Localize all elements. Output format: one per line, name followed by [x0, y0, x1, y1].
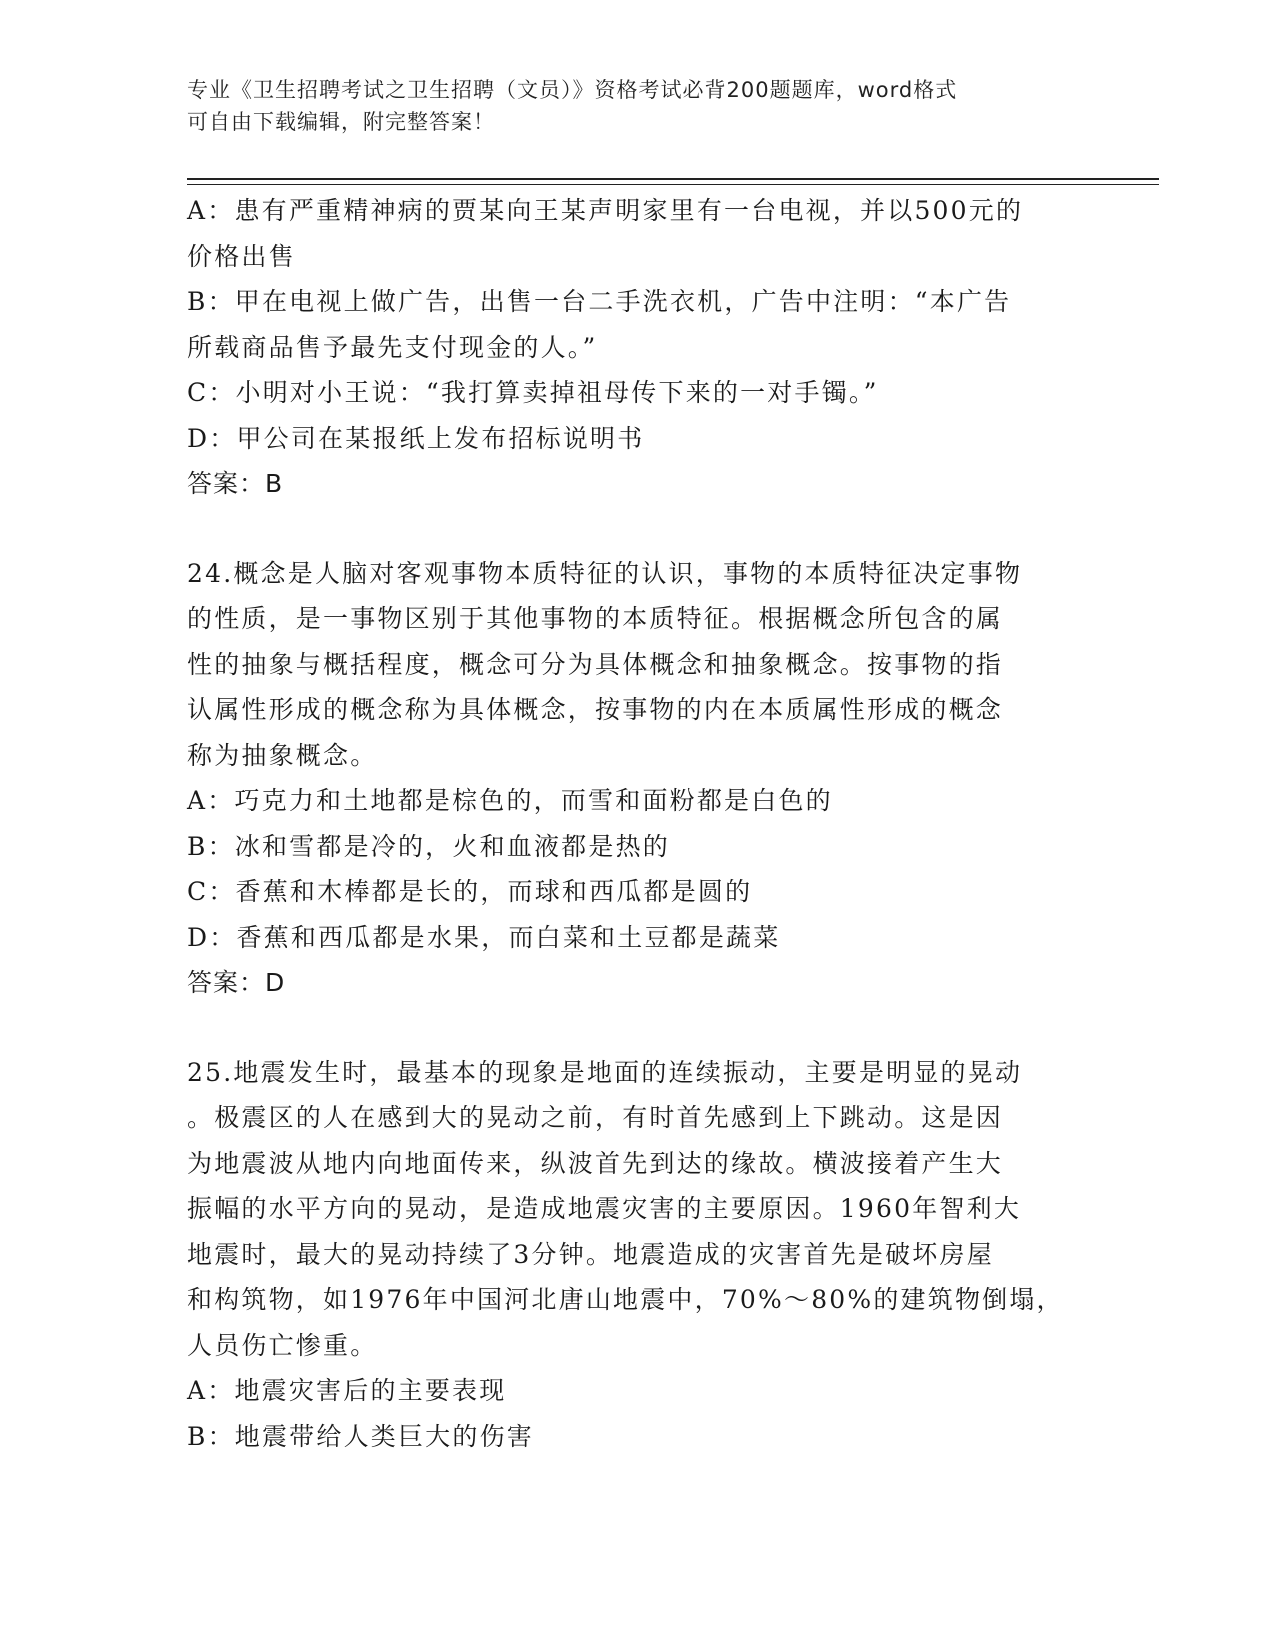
option-b-line-1: B：甲在电视上做广告，出售一台二手洗衣机，广告中注明：“本广告 [187, 287, 1012, 316]
header-divider-thin [187, 184, 1159, 185]
document-header [187, 74, 1067, 138]
option-a: A：地震灾害后的主要表现 [187, 1376, 507, 1405]
option-c: C：小明对小王说：“我打算卖掉祖母传下来的一对手镯。” [187, 378, 879, 407]
question-25-stem-line-7: 人员伤亡惨重。 [187, 1330, 378, 1360]
question-24-stem-line-1: 24.概念是人脑对客观事物本质特征的认识，事物的本质特征决定事物 [187, 558, 1023, 588]
option-c: C：香蕉和木棒都是长的，而球和西瓜都是圆的 [187, 877, 753, 906]
option-b-line-2: 所载商品售予最先支付现金的人。” [187, 332, 598, 362]
header-line-2: 可自由下载编辑，附完整答案！ [187, 110, 495, 134]
question-25-stem-line-6: 和构筑物，如1976年中国河北唐山地震中，70%～80%的建筑物倒塌， [187, 1285, 1064, 1314]
option-a-line-2: 价格出售 [187, 241, 296, 271]
question-content [187, 188, 1087, 1459]
question-25 [187, 1050, 1087, 1460]
question-24-stem-line-3: 性的抽象与概括程度，概念可分为具体概念和抽象概念。按事物的指 [187, 649, 1004, 679]
answer-23: 答案：B [187, 469, 284, 498]
option-d: D：香蕉和西瓜都是水果，而白菜和土豆都是蔬菜 [187, 922, 781, 952]
question-25-stem-line-2: 。极震区的人在感到大的晃动之前，有时首先感到上下跳动。这是因 [187, 1103, 1004, 1132]
spacer [187, 1006, 1087, 1050]
spacer [187, 507, 1087, 551]
question-24-stem-line-4: 认属性形成的概念称为具体概念，按事物的内在本质属性形成的概念 [187, 695, 1004, 724]
question-25-stem-line-4: 振幅的水平方向的晃动，是造成地震灾害的主要原因。1960年智利大 [187, 1194, 1022, 1223]
header-line-1: 专业《卫生招聘考试之卫生招聘（文员）》资格考试必背200题题库，word格式 [187, 78, 958, 102]
question-24 [187, 551, 1087, 1006]
option-b: B：地震带给人类巨大的伤害 [187, 1421, 534, 1451]
option-d: D：甲公司在某报纸上发布招标说明书 [187, 423, 645, 453]
question-25-stem-line-5: 地震时，最大的晃动持续了3分钟。地震造成的灾害首先是破坏房屋 [187, 1239, 994, 1269]
question-24-stem-line-5: 称为抽象概念。 [187, 740, 378, 770]
question-25-stem-line-3: 为地震波从地内向地面传来，纵波首先到达的缘故。横波接着产生大 [187, 1148, 1004, 1178]
question-25-stem-line-1: 25.地震发生时，最基本的现象是地面的连续振动，主要是明显的晃动 [187, 1057, 1023, 1087]
question-24-stem-line-2: 的性质，是一事物区别于其他事物的本质特征。根据概念所包含的属 [187, 604, 1004, 633]
question-23-options [187, 188, 1087, 507]
option-a-line-1: A：患有严重精神病的贾某向王某声明家里有一台电视，并以500元的 [187, 196, 1024, 225]
option-b: B：冰和雪都是冷的，火和血液都是热的 [187, 831, 670, 861]
answer-24: 答案：D [187, 968, 286, 997]
option-a: A：巧克力和土地都是棕色的，而雪和面粉都是白色的 [187, 786, 833, 815]
header-divider-thick [187, 178, 1159, 180]
